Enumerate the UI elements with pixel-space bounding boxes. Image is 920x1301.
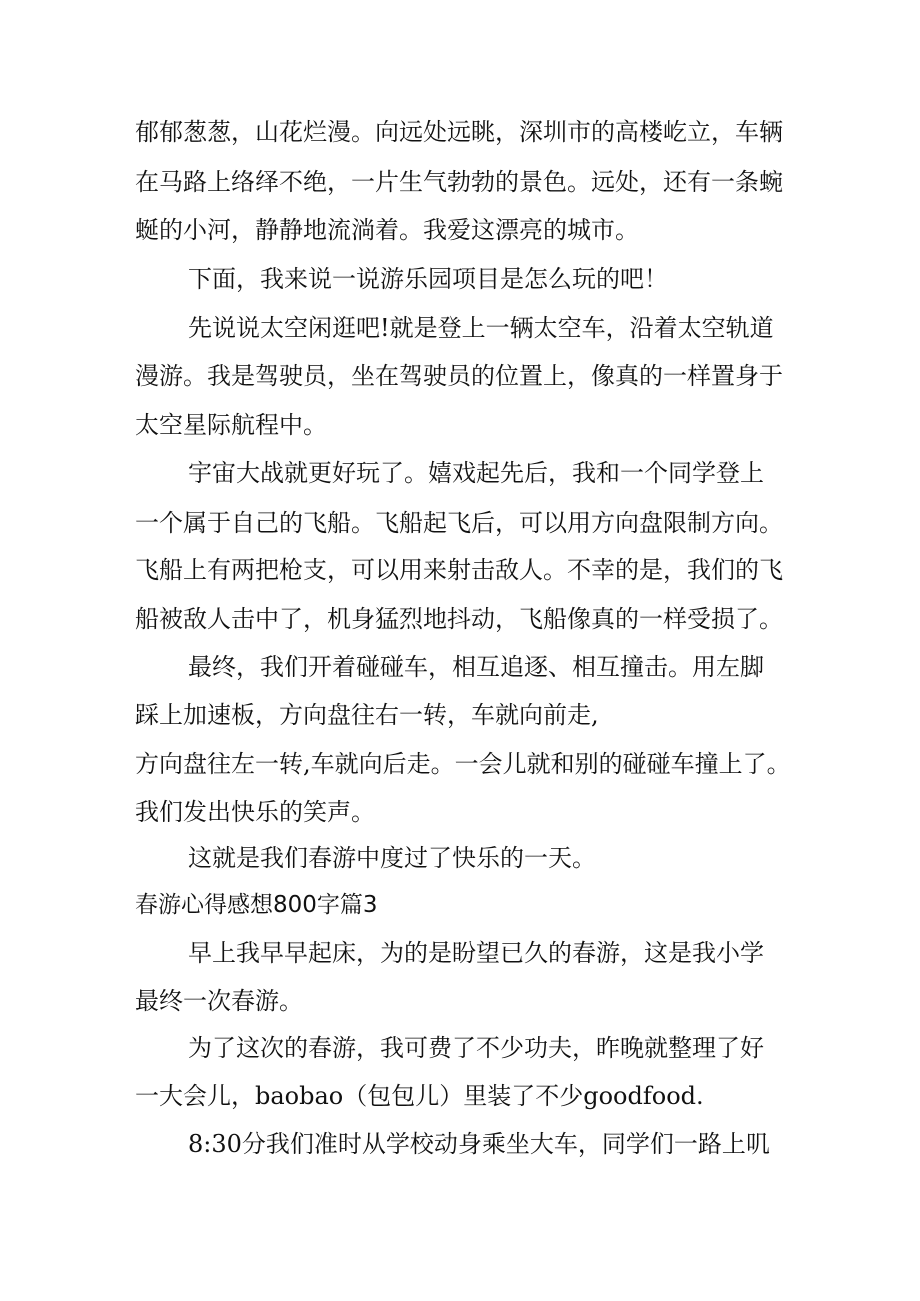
text-line: 踩上加速板，方向盘往右一转，车就向前走, — [135, 701, 599, 729]
text-line: 船被敌人击中了，机身猛烈地抖动，飞船像真的一样受损了。 — [135, 605, 783, 633]
text-line: 最终，我们开着碰碰车，相互追逐、相互撞击。用左脚 — [188, 653, 764, 681]
text-line: 这就是我们春游中度过了快乐的一天。 — [188, 844, 596, 872]
text-line: 蜒的小河，静静地流淌着。我爱这漂亮的城市。 — [135, 216, 639, 244]
text-line: 最终一次春游。 — [135, 987, 303, 1015]
text-line: 为了这次的春游，我可费了不少功夫，昨晚就整理了好 — [188, 1034, 764, 1062]
text-line: 一个属于自己的飞船。飞船起飞后，可以用方向盘限制方向。 — [135, 509, 783, 537]
text-line: 下面，我来说一说游乐园项目是怎么玩的吧！ — [188, 265, 668, 293]
text-line: 方向盘往左一转,车就向后走。一会儿就和别的碰碰车撞上了。 — [135, 750, 791, 778]
text-line: 郁郁葱葱，山花烂漫。向远处远眺，深圳市的高楼屹立，车辆 — [135, 118, 783, 146]
text-line: 漫游。我是驾驶员，坐在驾驶员的位置上，像真的一样置身于 — [135, 362, 783, 390]
text-line: 飞船上有两把枪支，可以用来射击敌人。不幸的是，我们的飞 — [135, 556, 783, 584]
text-line: 在马路上络绎不绝，一片生气勃勃的景色。远处，还有一条蜿 — [135, 168, 783, 196]
text-line: 早上我早早起床，为的是盼望已久的春游，这是我小学 — [188, 939, 764, 967]
text-line: 一大会儿，baobao（包包儿）里装了不少goodfood. — [135, 1082, 704, 1110]
section-heading: 春游心得感想800字篇3 — [135, 892, 378, 918]
text-line: 太空星际航程中。 — [135, 411, 327, 439]
text-line: 我们发出快乐的笑声。 — [135, 798, 375, 826]
text-line: 8:30分我们准时从学校动身乘坐大车，同学们一路上叽 — [188, 1130, 770, 1158]
text-line: 宇宙大战就更好玩了。嬉戏起先后，我和一个同学登上 — [188, 459, 764, 487]
text-line: 先说说太空闲逛吧!就是登上一辆太空车，沿着太空轨道 — [188, 314, 774, 342]
